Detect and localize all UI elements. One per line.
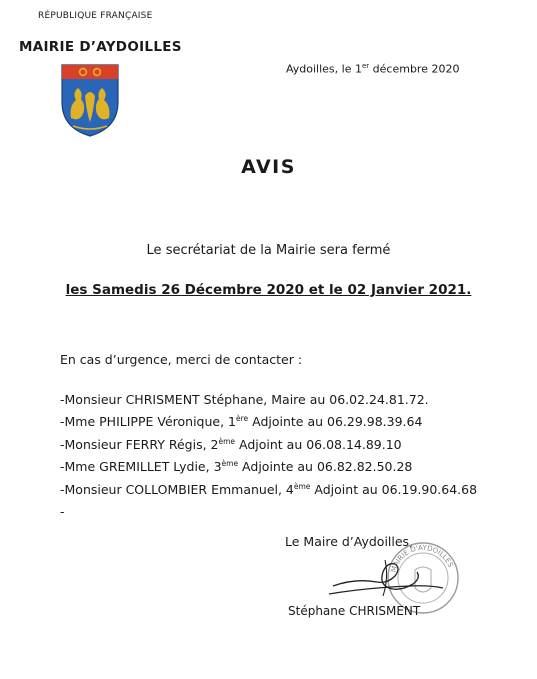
contact-line: -Mme GREMILLET Lydie, 3ème Adjointe au 06.82.82.50.28 bbox=[60, 459, 413, 475]
closure-dates: les Samedis 26 Décembre 2020 et le 02 Janvier 2021. bbox=[65, 282, 472, 298]
contact-line: -Mme PHILIPPE Véronique, 1ère Adjointe au 06.29.98.39.64 bbox=[60, 414, 423, 430]
mairie-heading: MAIRIE D’AYDOILLES bbox=[19, 39, 182, 55]
contact-line: - bbox=[60, 504, 65, 520]
notice-title: AVIS bbox=[241, 156, 296, 178]
republique-francaise-label: RÉPUBLIQUE FRANÇAISE bbox=[38, 11, 153, 21]
signature-icon bbox=[325, 548, 455, 608]
contact-line: -Monsieur FERRY Régis, 2ème Adjoint au 06.08.14.89.10 bbox=[60, 436, 402, 453]
closing-line: Le Maire d’Aydoilles, bbox=[285, 534, 414, 549]
contact-line: -Monsieur CHRISMENT Stéphane, Maire au 06.02.24.81.72. bbox=[60, 392, 429, 408]
signer-name: Stéphane CHRISMENT bbox=[288, 604, 421, 618]
date-line: Aydoilles, le 1er décembre 2020 bbox=[286, 62, 460, 76]
emergency-intro: En cas d’urgence, merci de contacter : bbox=[60, 352, 303, 367]
coat-of-arms-icon bbox=[59, 62, 121, 138]
contact-list bbox=[60, 387, 477, 522]
svg-text:MAIRIE D'AYDOILLES: MAIRIE D'AYDOILLES bbox=[389, 543, 455, 574]
closure-intro: Le secrétariat de la Mairie sera fermé bbox=[146, 243, 391, 258]
contact-line: -Monsieur COLLOMBIER Emmanuel, 4ème Adjoint au 06.19.90.64.68 bbox=[60, 481, 478, 497]
